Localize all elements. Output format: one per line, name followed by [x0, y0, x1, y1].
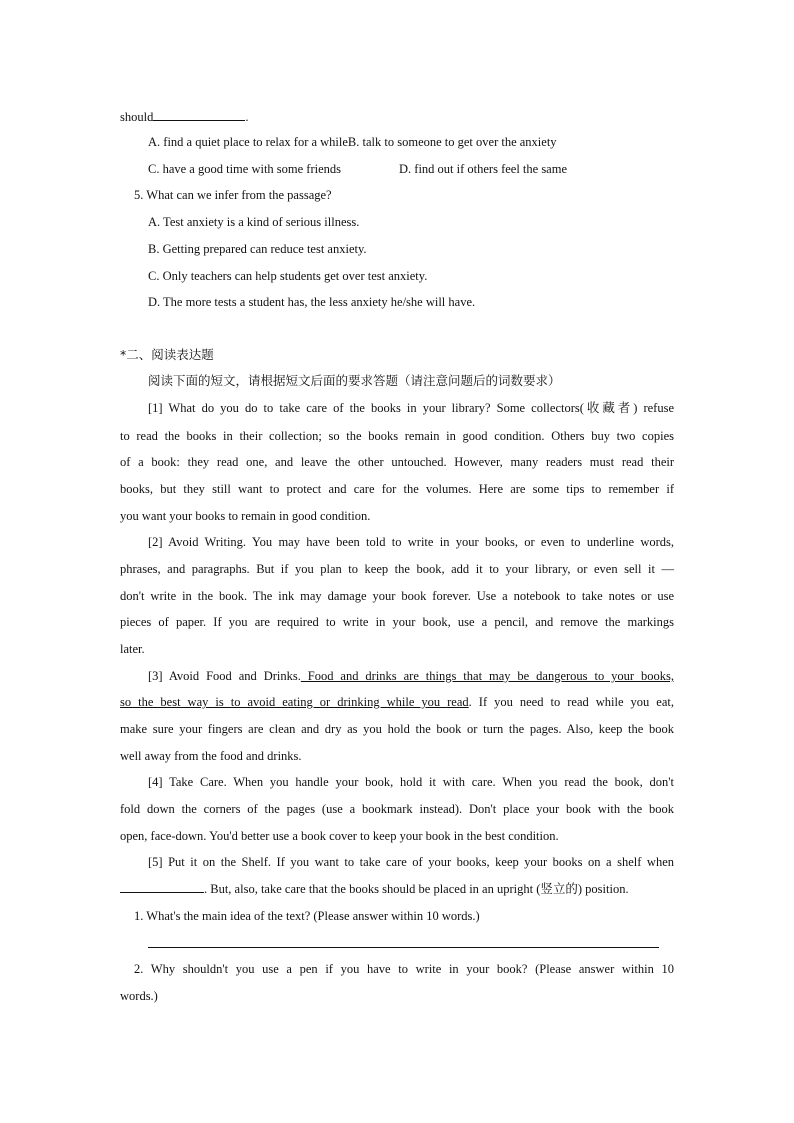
q4-option-b: B. talk to someone to get over the anxiety [347, 135, 557, 149]
passage-p3-line2 [120, 694, 674, 710]
passage-p2-line5: later. [120, 642, 145, 656]
passage-p1-line5: you want your books to remain in good condition. [120, 509, 371, 523]
passage-p4-line2: fold down the corners of the pages (use a bookmark instead). Don't place your book with the book [120, 802, 674, 816]
p3-underlined-sentence-part2: so the best way is to avoid eating or drinking while you read [120, 695, 469, 709]
passage-p1-line4: books, but they still want to protect and care for the volumes. Here are some tips to remember if [120, 482, 674, 496]
passage-p1-line3: of a book: they read one, and leave the other untouched. However, many readers must read their [120, 455, 674, 469]
q5-option-b: B. Getting prepared can reduce test anxiety. [148, 242, 367, 256]
q4-end: . [245, 110, 249, 124]
passage-p5-line2 [120, 880, 629, 897]
question-2-line1: 2. Why shouldn't you use a pen if you have to write in your book? (Please answer within 10 [134, 962, 674, 976]
question-2-line2: words.) [120, 989, 158, 1003]
q4-option-c: C. have a good time with some friends [148, 162, 342, 176]
passage-p2-line2: phrases, and paragraphs. But if you plan to keep the book, add it to your library, or even sell it — [120, 562, 674, 576]
section-instruction: 阅读下面的短文，请根据短文后面的要求答题（请注意问题后的词数要求） [148, 373, 561, 388]
q5-stem: 5. What can we infer from the passage? [134, 188, 332, 202]
p3-heading-text: [3] Avoid Food and Drinks. [148, 669, 301, 683]
passage-p1-line2: to read the books in their collection; so the books remain in good condition. Others buy two copies [120, 429, 674, 443]
passage-p2-line4: pieces of paper. If you are required to write in your book, use a pencil, and remove the markings [120, 615, 674, 629]
q5-option-c: C. Only teachers can help students get over test anxiety. [148, 269, 428, 283]
q5-option-d: D. The more tests a student has, the less anxiety he/she will have. [148, 295, 476, 309]
passage-p5-line1: [5] Put it on the Shelf. If you want to take care of your books, keep your books on a shelf when [148, 855, 674, 869]
q4-option-a: A. find a quiet place to relax for a while [148, 135, 348, 149]
section-heading: *二、阅读表达题 [120, 347, 214, 362]
passage-p4-line3: open, face-down. You'd better use a book cover to keep your book in the best condition. [120, 829, 559, 843]
passage-p3-line1 [148, 668, 674, 684]
passage-p3-line4: well away from the food and drinks. [120, 749, 302, 763]
p5-blank [120, 880, 204, 893]
passage-p1-line1: [1] What do you do to take care of the books in your library? Some collectors(收藏者) refuse [148, 401, 674, 415]
p3-underlined-sentence-part1: Food and drinks are things that may be dangerous to your books, [300, 669, 674, 683]
q4-options-ab [148, 134, 557, 150]
passage-p2-line1: [2] Avoid Writing. You may have been told to write in your books, or even to underline words, [148, 535, 674, 549]
q4-option-d: D. find out if others feel the same [399, 162, 568, 176]
passage-p4-line1: [4] Take Care. When you handle your book, hold it with care. When you read the book, don't [148, 775, 674, 789]
question-1: 1. What's the main idea of the text? (Please answer within 10 words.) [134, 909, 480, 923]
q5-option-a: A. Test anxiety is a kind of serious illness. [148, 215, 360, 229]
passage-p3-line3: make sure your fingers are clean and dry as you hold the book or turn the pages. Also, keep the book [120, 722, 674, 736]
passage-p2-line3: don't write in the book. The ink may damage your book forever. Use a notebook to take notes or use [120, 589, 674, 603]
p5-line2-text: . But, also, take care that the books should be placed in an upright (竖立的) position. [204, 882, 629, 896]
answer-line-1[interactable] [148, 947, 659, 948]
q4-stem: should [120, 110, 154, 124]
q4-blank [153, 108, 245, 121]
q4-stem-line [120, 108, 248, 125]
p3-line2-rest: . If you need to read while you eat, [468, 695, 674, 709]
